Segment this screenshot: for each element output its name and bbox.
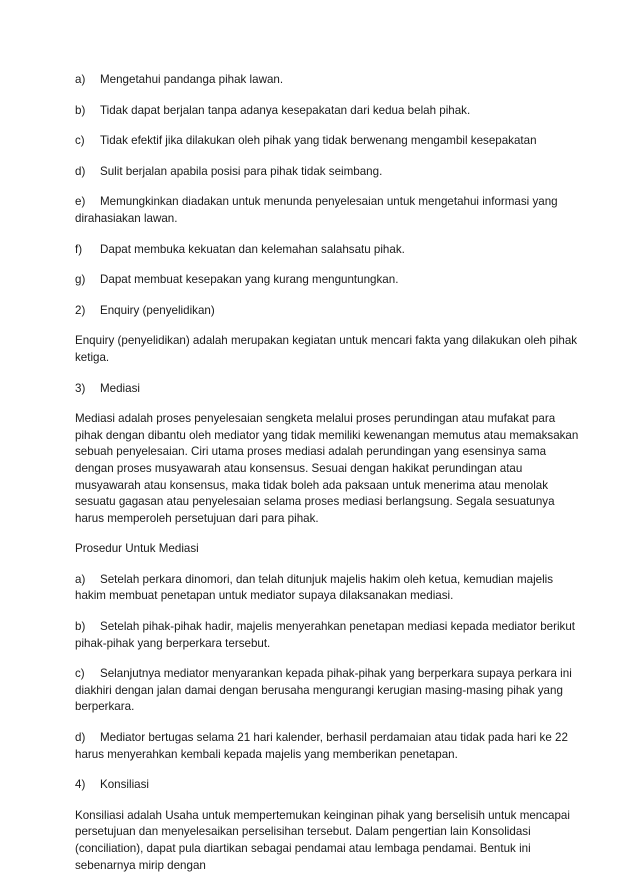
- mediasi-paragraph: Mediasi adalah proses penyelesaian sengketa melalui proses perundingan atau mufakat para pihak dengan dibantu oleh mediator yang tidak memiliki kewenangan memutus atau memaksakan sebuah penyelesaian. Ciri utama proses mediasi adalah perundingan yang esensinya sama dengan proses musyawarah atau konsensus. Sesuai dengan hakikat perundingan atau musyawarah atau konsensus, maka tidak boleh ada paksaan untuk menerima atau menolak sesuatu gagasan atau penyelesaian selama proses mediasi berlangsung. Segala sesuatunya harus memperoleh persetujuan dari para pihak.: [75, 412, 579, 525]
- list-text: Dapat membuat kesepakan yang kurang menguntungkan.: [100, 273, 399, 287]
- section-heading-enquiry: [75, 303, 586, 320]
- section-title: Enquiry (penyelidikan): [100, 303, 215, 317]
- list-text: Dapat membuka kekuatan dan kelemahan salahsatu pihak.: [100, 242, 405, 256]
- list-item: [75, 666, 586, 716]
- list-text: Setelah pihak-pihak hadir, majelis menyerahkan penetapan mediasi kepada mediator berikut pihak-pihak yang berperkara tersebut.: [75, 620, 575, 650]
- list-text: Memungkinkan diadakan untuk menunda penyelesaian untuk mengetahui informasi yang dirahasiakan lawan.: [75, 195, 558, 225]
- section-heading-konsiliasi: [75, 777, 586, 794]
- list-text: Setelah perkara dinomori, dan telah ditunjuk majelis hakim oleh ketua, kemudian majelis hakim membuat penetapan untuk mediator supaya dilaksanakan mediasi.: [75, 572, 554, 603]
- section-title: Mediasi: [100, 381, 140, 395]
- section-title: Konsiliasi: [100, 778, 149, 792]
- list-item: [75, 194, 586, 227]
- list-text: Tidak dapat berjalan tanpa adanya kesepakatan dari kedua belah pihak.: [100, 103, 471, 117]
- enquiry-paragraph: Enquiry (penyelidikan) adalah merupakan kegiatan untuk mencari fakta yang dilakukan oleh pihak ketiga.: [75, 334, 578, 364]
- konsiliasi-paragraph: Konsiliasi adalah Usaha untuk mempertemukan keinginan pihak yang berselisih untuk mencapai persetujuan dan menyelesaikan perselisihan tersebut. Dalam pengertian lain Konsolidasi (conciliation), dapat pula diartikan sebagai pendamai atau lembaga pendamai. Bentuk ini sebenarnya mirip dengan: [75, 808, 570, 872]
- list-label: d): [75, 731, 86, 745]
- section-number: 4): [75, 778, 86, 792]
- list-item: [75, 164, 586, 181]
- list-text: Mediator bertugas selama 21 hari kalender, berhasil perdamaian atau tidak pada hari ke 22 harus menyerahkan kembali kepada majelis yang memberikan penetapan.: [75, 731, 568, 761]
- list-item: [75, 242, 586, 259]
- list-item: [75, 103, 586, 120]
- list-item: [75, 133, 586, 150]
- list-text: Sulit berjalan apabila posisi para pihak tidak seimbang.: [100, 164, 383, 178]
- list-item: [75, 572, 586, 605]
- list-label: d): [75, 164, 86, 178]
- list-label: a): [75, 73, 86, 86]
- list-text: Selanjutnya mediator menyarankan kepada pihak-pihak yang berperkara supaya perkara ini diakhiri dengan jalan damai dengan berusaha mengurangi kerugian masing-masing pihak yang berperkara.: [75, 667, 572, 714]
- section-heading-mediasi: [75, 381, 586, 398]
- list-label: c): [75, 134, 85, 148]
- list-label: c): [75, 667, 85, 681]
- list-label: g): [75, 273, 86, 287]
- list-item: [75, 272, 586, 289]
- list-item: [75, 730, 586, 763]
- list-item: [75, 72, 586, 89]
- list-text: Tidak efektif jika dilakukan oleh pihak yang tidak berwenang mengambil kesepakatan: [100, 134, 537, 148]
- section-number: 3): [75, 381, 86, 395]
- list-label: e): [75, 195, 86, 209]
- list-label: b): [75, 103, 86, 117]
- prosedur-heading: Prosedur Untuk Mediasi: [75, 542, 199, 556]
- list-label: f): [75, 242, 83, 256]
- list-label: a): [75, 572, 86, 586]
- list-text: Mengetahui pandanga pihak lawan.: [100, 73, 284, 86]
- section-number: 2): [75, 303, 86, 317]
- list-label: b): [75, 620, 86, 634]
- list-item: [75, 619, 586, 652]
